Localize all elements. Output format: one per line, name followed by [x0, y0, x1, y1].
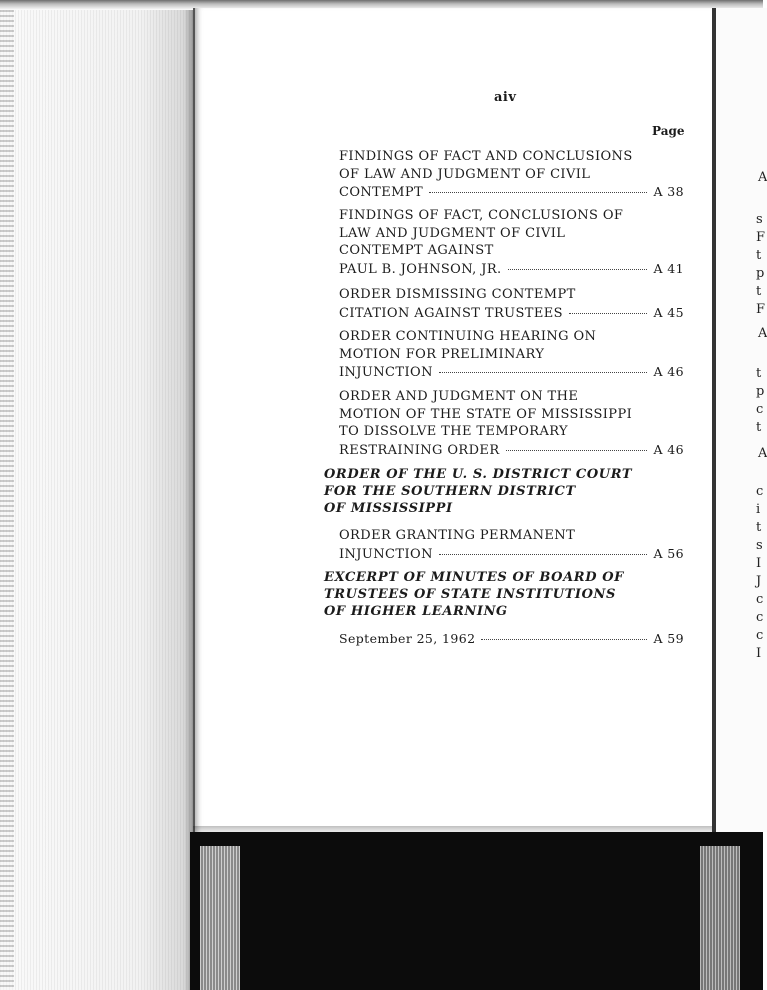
- facing-page-letter: t: [756, 284, 762, 299]
- toc-entry: [339, 527, 684, 563]
- scan-edge-speckle: [0, 0, 14, 990]
- toc-entry-line: CONTEMPT AGAINST: [339, 243, 494, 258]
- section-heading-line: EXCERPT OF MINUTES OF BOARD OF: [324, 570, 624, 585]
- facing-page-letter: A: [758, 446, 767, 461]
- toc-entry-line: RESTRAINING ORDER: [339, 442, 500, 458]
- toc-entry-line: CONTEMPT: [339, 185, 424, 200]
- toc-entry-line: INJUNCTION: [339, 546, 433, 562]
- leader-dots: [439, 554, 648, 555]
- section-heading-line: OF MISSISSIPPI: [324, 501, 453, 516]
- toc-entry-line: TO DISSOLVE THE TEMPORARY: [339, 424, 569, 439]
- toc-entry-row: [339, 260, 684, 279]
- toc-entry-row: [339, 545, 684, 564]
- scanner-bottom-band: [190, 832, 763, 990]
- toc-entry-line: MOTION FOR PRELIMINARY: [339, 346, 545, 362]
- toc-entry-line: OF LAW AND JUDGMENT OF CIVIL: [339, 166, 591, 182]
- section-heading: [324, 466, 654, 517]
- page-column-header: Page: [652, 124, 685, 138]
- page-number: A 46: [653, 364, 684, 379]
- toc-entry-line: INJUNCTION: [339, 365, 433, 380]
- leader-dots: [506, 450, 648, 451]
- section-heading-line: TRUSTEES OF STATE INSTITUTIONS: [324, 587, 616, 602]
- section-heading: [324, 569, 654, 620]
- toc-entry-row: [339, 441, 684, 460]
- leader-dots: [508, 269, 648, 270]
- page-folio: aiv: [494, 90, 517, 105]
- facing-page-letter: F: [756, 302, 766, 317]
- toc-entry: [339, 630, 684, 648]
- leader-dots: [569, 313, 648, 314]
- toc-entry-line: LAW AND JUDGMENT OF CIVIL: [339, 225, 566, 241]
- toc-entry-row: [339, 363, 684, 382]
- toc-entry: [339, 286, 684, 322]
- facing-page-letter: c: [756, 610, 764, 625]
- page-number: A 38: [653, 184, 684, 199]
- toc-entry-date: September 25, 1962: [339, 631, 476, 646]
- toc-entry-row: [339, 183, 684, 202]
- toc-entry-line: FINDINGS OF FACT AND CONCLUSIONS: [339, 149, 633, 164]
- toc-entry-line: PAUL B. JOHNSON, JR.: [339, 261, 502, 277]
- toc-entry-line: FINDINGS OF FACT, CONCLUSIONS OF: [339, 208, 624, 223]
- scanner-bottom-texture: [200, 846, 240, 990]
- toc-entry-line: ORDER CONTINUING HEARING ON: [339, 329, 597, 344]
- facing-page-letter: I: [756, 556, 762, 571]
- facing-page-letter: c: [756, 484, 764, 499]
- leader-dots: [429, 192, 647, 193]
- page-number: A 41: [653, 260, 684, 276]
- toc-entry-line: CITATION AGAINST TRUSTEES: [339, 305, 563, 321]
- toc-entry-line: MOTION OF THE STATE OF MISSISSIPPI: [339, 406, 633, 422]
- facing-page-letter: s: [756, 212, 763, 227]
- page-number: A 45: [653, 304, 684, 320]
- facing-page-edge: [712, 8, 767, 832]
- toc-entry-line: ORDER GRANTING PERMANENT: [339, 528, 576, 543]
- facing-page-letter: p: [756, 266, 765, 281]
- scanner-left-margin: [0, 0, 200, 990]
- toc-entry: [339, 207, 684, 278]
- facing-page-letter: c: [756, 592, 764, 607]
- toc-entry-row: [339, 304, 684, 323]
- page-number: A 46: [653, 441, 684, 457]
- facing-page-letter: c: [756, 402, 764, 417]
- facing-page-letter: t: [756, 420, 762, 435]
- facing-page-letter: c: [756, 628, 764, 643]
- facing-page-letter: i: [756, 502, 761, 517]
- facing-page-letter: A: [758, 326, 767, 341]
- scanner-bottom-texture: [700, 846, 740, 990]
- toc-entry: [339, 328, 684, 382]
- facing-page-letter: s: [756, 538, 763, 553]
- facing-page-letter: p: [756, 384, 765, 399]
- facing-page-letter: I: [756, 646, 762, 661]
- facing-page-letter: t: [756, 520, 762, 535]
- facing-page-letter: J: [756, 574, 762, 589]
- facing-page-letter: t: [756, 248, 762, 263]
- toc-entry-row: [339, 630, 684, 648]
- toc-entry: [339, 148, 684, 202]
- facing-page-letter: A: [758, 170, 767, 185]
- page-number: A 59: [653, 631, 684, 646]
- page-number: A 56: [653, 545, 684, 561]
- section-heading-line: FOR THE SOUTHERN DISTRICT: [324, 484, 576, 499]
- leader-dots: [439, 372, 648, 373]
- leader-dots: [481, 639, 647, 640]
- facing-page-letter: t: [756, 366, 762, 381]
- toc-entry-line: ORDER DISMISSING CONTEMPT: [339, 287, 576, 302]
- section-heading-line: ORDER OF THE U. S. DISTRICT COURT: [324, 467, 633, 482]
- section-heading-line: OF HIGHER LEARNING: [324, 604, 508, 619]
- toc-entry: [339, 388, 684, 459]
- toc-entry-line: ORDER AND JUDGMENT ON THE: [339, 389, 579, 404]
- facing-page-letter: F: [756, 230, 766, 245]
